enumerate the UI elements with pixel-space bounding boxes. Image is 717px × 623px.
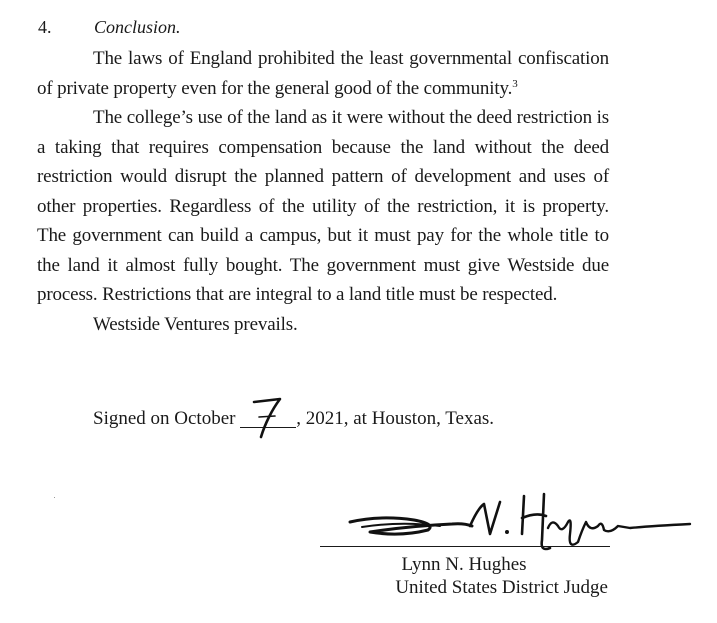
date-blank [240,407,296,428]
section-number: 4. [38,17,52,37]
paragraph-prevails [37,310,609,340]
paragraph-text: Westside Ventures prevails. [93,313,298,335]
signing-line [93,407,494,430]
footnote-marker: 3 [512,77,518,90]
conclusion-body [37,44,609,339]
scan-speck [54,497,55,498]
paragraph-text: The college’s use of the land as it were without the deed restriction is a taking that requires compensation because the land without the deed restriction would disrupt the planned pattern of development and uses of other properties. Regardless of the utility of the restriction, it is property. The government can build a campus, but it must pay for the whole title to the land it almost fully bought. The government must give Westside due process. Restrictions that are integral to a land title must be respected. [37,107,609,305]
signature-line [320,546,610,547]
judge-title: United States District Judge [395,577,608,598]
section-heading [38,17,181,38]
paragraph-england [37,44,609,103]
handwritten-day [250,393,286,439]
paragraph-taking [37,103,609,310]
signing-suffix: , 2021, at Houston, Texas. [296,408,495,429]
judge-name: Lynn N. Hughes [401,554,527,575]
handwritten-signature [340,482,702,556]
section-title: Conclusion. [94,17,181,37]
signing-prefix: Signed on October [93,408,236,429]
paragraph-text: The laws of England prohibited the least governmental confiscation of private property even for the general good of the community. [37,48,609,99]
